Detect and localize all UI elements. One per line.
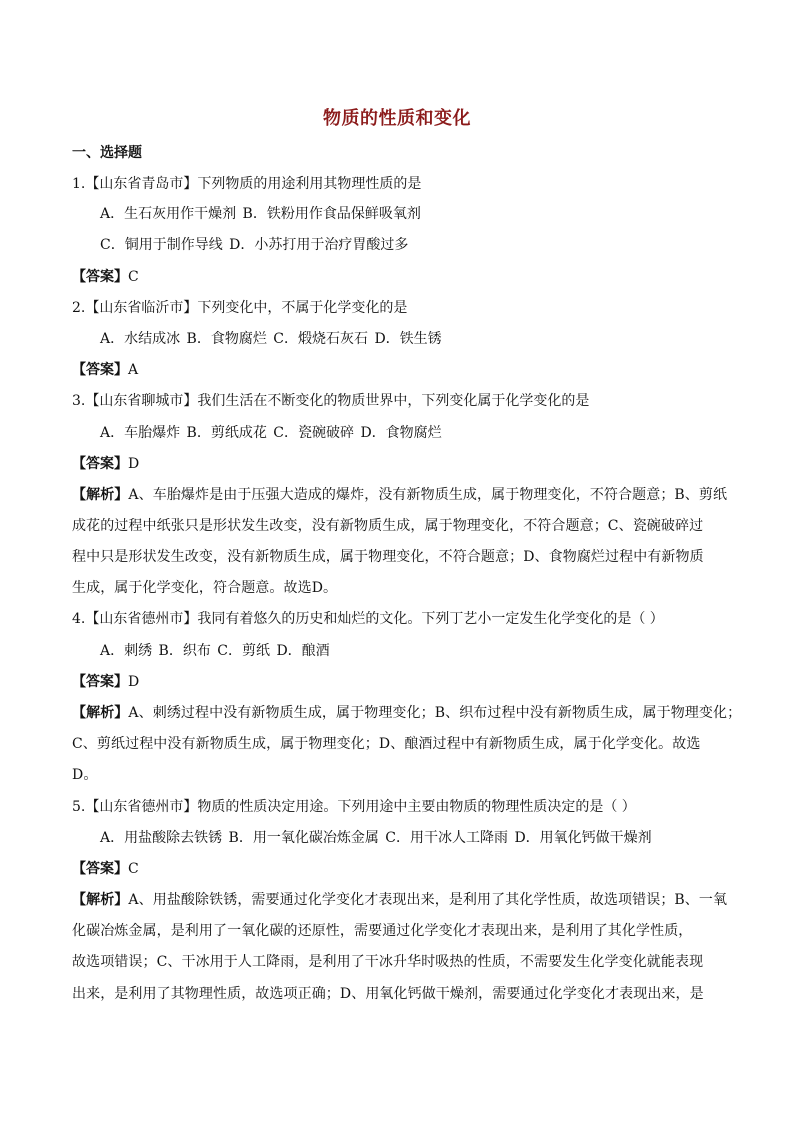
question-3-explanation-line: 生成，属于化学变化，符合题意。故选D。 xyxy=(72,580,338,596)
answer-tag: 【答案】 xyxy=(72,674,128,690)
question-2-options: A．水结成冰 B．食物腐烂 C．煅烧石灰石 D．铁生锈 xyxy=(100,331,442,347)
explanation-text: A、用盐酸除铁锈，需要通过化学变化才表现出来，是利用了其化学性质，故选项错误；B、一氧 xyxy=(128,892,728,908)
answer-tag: 【答案】 xyxy=(72,456,128,472)
question-3-explanation-line xyxy=(72,485,728,505)
answer-value: C xyxy=(128,861,139,877)
explanation-tag: 【解析】 xyxy=(72,892,129,908)
question-1-stem: 1.【山东省青岛市】下列物质的用途利用其物理性质的是 xyxy=(72,176,422,192)
answer-tag: 【答案】 xyxy=(72,362,128,378)
answer-value: C xyxy=(128,269,139,285)
section-heading: 一、选择题 xyxy=(72,145,142,161)
question-5-explanation-line: 出来，是利用了其物理性质，故选项正确；D、用氧化钙做干燥剂，需要通过化学变化才表现出来，是 xyxy=(72,986,704,1002)
question-4-options: A．刺绣 B．织布 C．剪纸 D．酿酒 xyxy=(100,643,330,659)
question-2-stem: 2.【山东省临沂市】下列变化中，不属于化学变化的是 xyxy=(72,300,408,316)
explanation-tag: 【解析】 xyxy=(72,487,129,503)
question-2-answer xyxy=(72,360,138,380)
question-1-answer xyxy=(72,267,139,287)
question-5-explanation-line: 化碳冶炼金属，是利用了一氧化碳的还原性，需要通过化学变化才表现出来，是利用了其化学性质， xyxy=(72,923,693,939)
question-3-explanation-line: 程中只是形状发生改变，没有新物质生成，属于物理变化，不符合题意；D、食物腐烂过程中有新物质 xyxy=(72,549,704,565)
explanation-text: A、刺绣过程中没有新物质生成，属于物理变化；B、织布过程中没有新物质生成，属于物理变化； xyxy=(128,705,742,721)
explanation-text: A、车胎爆炸是由于压强大造成的爆炸，没有新物质生成，属于物理变化，不符合题意；B、剪纸 xyxy=(128,487,728,503)
question-5-explanation-line: 故选项错误；C、干冰用于人工降雨，是利用了干冰升华时吸热的性质，不需要发生化学变化就能表现 xyxy=(72,954,704,970)
question-5-stem: 5.【山东省德州市】物质的性质决定用途。下列用途中主要由物质的物理性质决定的是（ ） xyxy=(72,799,636,815)
question-4-explanation-line xyxy=(72,703,742,723)
question-5-answer xyxy=(72,859,139,879)
answer-value: A xyxy=(128,362,139,378)
question-5-options: A．用盐酸除去铁锈 B．用一氧化碳冶炼金属 C．用干冰人工降雨 D．用氧化钙做干燥剂 xyxy=(100,830,652,846)
question-5-explanation-line xyxy=(72,890,728,910)
question-1-options-line-2: C．铜用于制作导线 D．小苏打用于治疗胃酸过多 xyxy=(100,237,409,253)
question-1-options-line-1: A．生石灰用作干燥剂 B．铁粉用作食品保鲜吸氧剂 xyxy=(100,206,421,222)
answer-value: D xyxy=(128,674,140,690)
question-4-explanation-line: D。 xyxy=(72,767,98,783)
page-title: 物质的性质和变化 xyxy=(323,108,471,129)
answer-value: D xyxy=(128,456,140,472)
question-3-explanation-line: 成花的过程中纸张只是形状发生改变，没有新物质生成，属于物理变化，不符合题意；C、瓷碗破碎过 xyxy=(72,518,704,534)
question-3-options: A．车胎爆炸 B．剪纸成花 C．瓷碗破碎 D．食物腐烂 xyxy=(100,425,442,441)
question-4-answer xyxy=(72,672,139,692)
question-3-answer xyxy=(72,454,139,474)
question-4-stem: 4.【山东省德州市】我同有着悠久的历史和灿烂的文化。下列丁艺小一定发生化学变化的是（ ） xyxy=(72,611,664,627)
question-4-explanation-line: C、剪纸过程中没有新物质生成，属于物理变化；D、酿酒过程中有新物质生成，属于化学变化。故选 xyxy=(72,736,701,752)
answer-tag: 【答案】 xyxy=(72,269,128,285)
answer-tag: 【答案】 xyxy=(72,861,128,877)
question-3-stem: 3.【山东省聊城市】我们生活在不断变化的物质世界中，下列变化属于化学变化的是 xyxy=(72,393,590,409)
explanation-tag: 【解析】 xyxy=(72,705,129,721)
